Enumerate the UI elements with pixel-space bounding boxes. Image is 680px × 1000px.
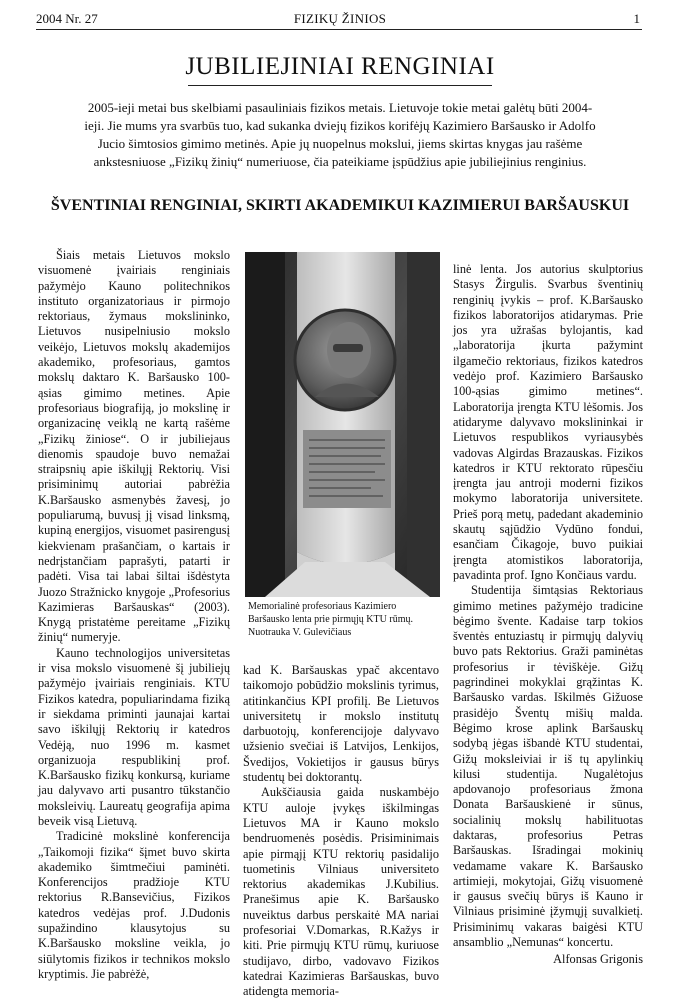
- issue-number: 2004 Nr. 27: [36, 11, 98, 26]
- memorial-plaque-photo: [245, 252, 440, 632]
- article-column-2: [243, 663, 439, 999]
- author-signature: Alfonsas Grigonis: [553, 952, 643, 967]
- paragraph: kad K. Baršauskas ypač akcentavo taikomojo pobūdžio mokslinis tyrimus, atitinkančius KPI profilį. Be Lietuvos universitetų ir mokslo institutų darbuotojų, konferencijoje dalyvavo užsienio svečiai iš Latvijos, Lenkijos, Švedijos, Vokietijos ir gausus būrys studentų bei doktorantų.: [243, 663, 439, 785]
- journal-name: FIZIKŲ ŽINIOS: [293, 11, 387, 26]
- paragraph: Aukščiausia gaida nuskambėjo KTU auloje įvykęs iškilmingas Lietuvos MA ir Kauno mokslo bendruomenės posėdis. Prisiminimais apie pirmąjį KTU rektorių pasidalijo tuometinis Vilniaus universiteto rektorius akademikas J.Kubilius. Pranešimus apie K. Baršausko nuveiktus darbus perskaitė MA nariai profesoriai V.Domarkas, R.Kažys ir kiti. Prie pirmųjų KTU rūmų, kuriuose studijavo, dirbo, vadovavo Fizikos katedrai Kazimieras Baršauskas, buvo atidengta memoria-: [243, 785, 439, 999]
- plaque-image: [245, 252, 440, 597]
- paragraph: Studentija šimtąsias Rektoriaus gimimo metines pažymėjo tradicine bėgimo švente. Kadaise tarp tokios šventės entuziastų ir pirmųjų dalyvių buvo pats Rektorius. Graži paminėtas profesorius ir tėviškėje. Gižų pagrindinei mokyklai grąžintas K. Baršausko vardas. Iškilmės Gižuose prasidėjo Šventų mišių malda. Bėgimo krose aplink Baršauskų sodybą jėgas išbandė KTU studentai, Gižų moksleiviai ir iš tų apylinkių kilusi studentija. Nugalėtojus apdovanojo profesoriaus žmona Donata Baršauskienė ir sūnus, socialinių mokslų habilituotas daktaras, profesorius Petras Baršauskas. Išradingai mokinių vedamame vakare K. Baršausko artimieji, mokytojai, Gižų visuomenė ir gausus svečių būrys iš Kauno ir Vilniaus prisiminė įžymųjį suvalkietį. Prisiminimų vakaras baigėsi KTU ansamblio „Nemunas“ koncertu.: [453, 583, 643, 950]
- intro-paragraph: 2005-ieji metai bus skelbiami pasauliniais fizikos metais. Lietuvoje tokie metai galėtų būti 2004-ieji. Jie mums yra svarbūs tuo, kad sukanka dviejų fizikos korifėjų Kazimiero Baršausko ir Adolfo Jucio šimtosios gimimo metinės. Apie jų nuopelnus mokslui, jiems skirtas knygas jau rašėme ankstesniuose „Fizikų žinių“ numeriuose, čia pateikiame įspūdžius apie jubiliejinius renginius.: [84, 100, 596, 169]
- page-title: JUBILIEJINIAI RENGINIAI: [185, 53, 495, 80]
- title-underline: [188, 85, 492, 86]
- article-column-3: [453, 262, 643, 967]
- article-column-1: [38, 248, 230, 981]
- paragraph: Kauno technologijos universitetas ir visa mokslo visuomenė šį jubiliejų pažymėjo įvairiais renginiais. KTU Fizikos katedra, populiarindama fiziką ir siekdama priminti jaunajai kartai savo iškilųjį Rektorių ir katedros Vedėją, nuo 1996 m. kasmet organizuoja respublikinį prof. K.Baršausko fizikų konkursą, kuriame jau dalyvavo arti pusantro tūkstančio moksleivių. Laureatų geografija apima beveik visą Lietuvą.: [38, 645, 230, 828]
- section-title: ŠVENTINIAI RENGINIAI, SKIRTI AKADEMIKUI KAZIMIERUI BARŠAUSKUI: [50, 197, 630, 214]
- header-rule: [36, 29, 642, 30]
- page-number: 1: [633, 11, 640, 26]
- paragraph: linė lenta. Jos autorius skulptorius Stasys Žirgulis. Svarbus šventinių renginių įvykis – prof. K.Baršausko fizikos laboratorijos atidarymas. Prie jos yra užrašas bylojantis, kad „laboratorija įkurta pažymint ilgamečio rektoriaus, fizikos katedros vedėjo prof. Kazimiero Baršausko 100-ąsias gimimo metines“. Laboratorija įrengta KTU lėšomis. Jos atidaryme dalyvavo mokslininkai ir Lietuvos respublikos vyriausybės vadovas Algirdas Brazauskas. Fizikos katedros ir KTU rektorato rūpesčiu įrengta jau antroji moderni fizikos mokymo laboratorija universitete. Prieš porą metų, padedant akademinio skautų sąjūdžio Vydūno fondui, esančiam Čikagoje, buvo puikiai įrengta atomistikos laboratorija, pavadinta prof. Igno Končiaus vardu.: [453, 262, 643, 582]
- photo-caption: Memorialinė profesoriaus Kazimiero Baršausko lenta prie pirmųjų KTU rūmų. Nuotrauka V. Gulevičiaus: [248, 601, 413, 638]
- paragraph: Šiais metais Lietuvos mokslo visuomenė įvairiais renginiais pažymėjo Kauno politechnikos instituto organizatoriaus ir pirmojo rektoriaus, žymaus mokslininko, Lietuvos nusipelniusio mokslo veikėjo, Lietuvos mokslų akademijos akademiko, profesoriaus, gamtos mokslų daktaro K. Baršausko 100-ąsias gimimo metines. Apie profesoriaus biografiją, jo mokslinę ir organizacinę veiklą ne kartą rašėme „Fizikų žiniose“. O ir jubiliejaus dienomis spaudoje buvo nemažai straipsnių apie iškilųjį Rektorių. Visi prisiminimų autoriai pabrėžia K.Baršausko asmenybės žavesį, jo populiarumą, buvusį jį visad linksmą, kupiną energijos, visuomet pasirengusį kiekvienam prašančiam, o kartais ir nedrįstančiam paprašyti, patarti ir padėti. Visa tai labai šiltai išdėstyta Juozo Stražnicko knygoje „Profesorius Kazimieras Baršauskas“ (2003). Knygą pristatėme pereitame „Fizikų žinių“ numeryje.: [38, 248, 230, 645]
- paragraph: Tradicinė mokslinė konferencija „Taikomoji fizika“ šįmet buvo skirta akademiko šimtmečiui paminėti. Konferencijos pradžioje KTU rektorius R.Bansevičius, Fizikos katedros vedėjas prof. J.Dudonis supažindino klausytojus su K.Baršausko moksline veikla, jo siūlytomis fizikos ir technikos mokslo kryptimis. Jie pabrėžė,: [38, 829, 230, 981]
